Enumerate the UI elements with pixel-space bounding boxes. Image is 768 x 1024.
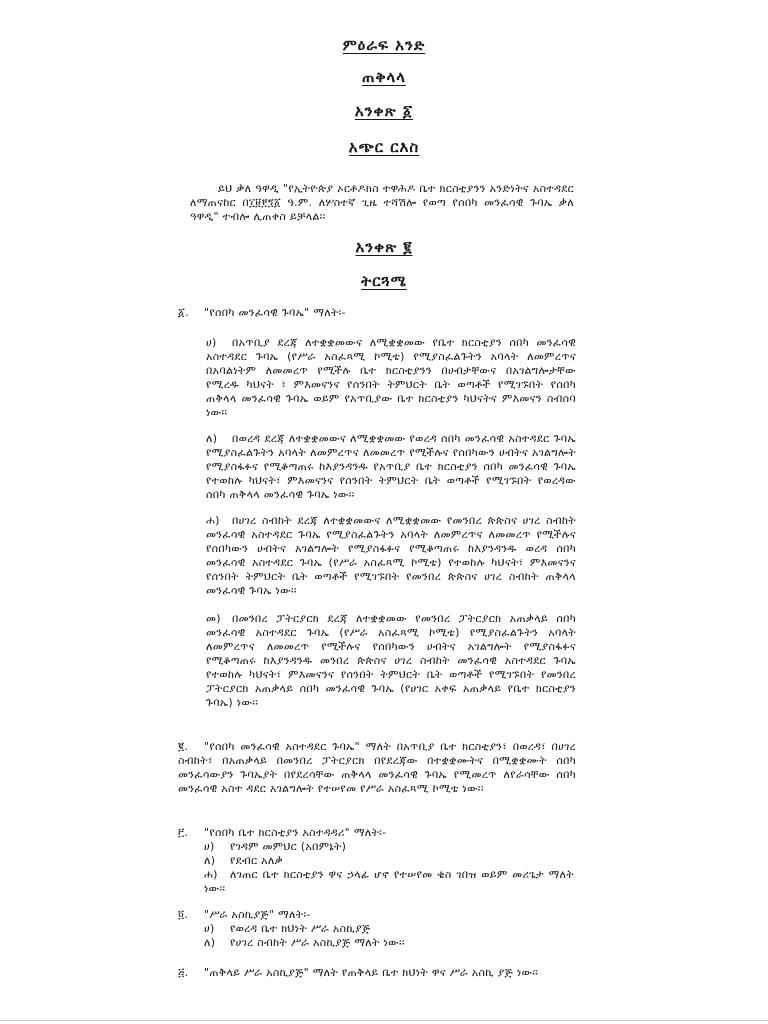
item-title: "የሰበካ መንፈሳዊ ጉባኤ" ማለት፡- <box>204 306 346 319</box>
short-title-heading: አጭር ርእስ <box>348 138 420 156</box>
definition-item-3 <box>178 826 578 840</box>
sub-text: በአጥቢያ ደረጃ ለተቋቋመውና ለሚቋቋመው የቤተ ክርስቲያን ሰበካ መንፈሳዊ አስተዳደር ጉባኤ (የሥራ አስፈጻሚ ኮሚቴ) የሚያስፈልጉትን አባላት ለመምረጥና በአባልነትም ለመመረጥ የሚችሉ ቤተ ክርስቲያንን በሀብታቸውና በአገልግሎታቸው የሚረዱ ካህናት ፣ ምእመናንና የሰንበት ትምህርት ቤት ወጣቶች የሚገኙበት የሰበካ ጠቅላላ መንፈሳዊ ጉባኤ ወይም የአጥቢያው ቤተ ክርስቲያን ካህናትና ምእመናን ስብሰባ ነው፡፡ <box>206 336 576 419</box>
sub-letter: ለ) <box>204 854 216 867</box>
sub-text: የደብር አለቃ <box>230 854 284 867</box>
item-number: ፩. <box>178 306 189 319</box>
definition-item-1 <box>178 306 578 320</box>
sub-item-3a <box>204 840 574 854</box>
sub-letter: ሀ) <box>204 840 215 853</box>
sub-text: በወረዳ ደረጃ ለተቋቋመውና ለሚቋቋመው የወረዳ ሰበካ መንፈሳዊ አስተዳደር ጉባኤ የሚያስፈልጉትን አባላት ለመምረጥና ለመመረጥ የሚችሉና የሰበካውን ሀብትና አገልግሎት የሚያስፋፉና የሚቆጣጠሩ ከእያንዳንዱ የአጥቢያ ቤተ ክርስቲያን ሰበካ መንፈሳዊ ጉባኤ የተወከሉ ካህናት፣ ምእመናንና የሰንበት ትምህርት ቤት ወጣቶች የሚገኙበት የወረዳው ሰበካ ጠቅላላ መንፈሳዊ ጉባኤ ነው፡፡ <box>206 432 576 501</box>
sub-text: የወረዳ ቤተ ክህነት ሥራ አስኪያጅ <box>230 922 371 935</box>
sub-item-4a <box>204 922 574 936</box>
item-title: "ጠቅላይ ሥራ አስኪያጅ" ማለት የጠቅላይ ቤተ ክህነት ዋና ሥራ አስኪ ያጅ ነው፡፡ <box>204 966 539 979</box>
definitions-heading: ትርጓሜ <box>361 272 407 290</box>
definition-item-2 <box>178 740 576 796</box>
definition-item-5 <box>178 966 576 980</box>
sub-item-3c <box>204 868 574 896</box>
part-heading: ምዕራፍ አንድ <box>342 36 426 54</box>
sub-item-1c <box>206 514 576 598</box>
sub-letter: ለ) <box>206 432 218 445</box>
sub-item-4b <box>204 936 574 950</box>
general-heading: ጠቅላላ <box>362 68 406 86</box>
sub-letter: ሀ) <box>204 922 215 935</box>
sub-item-3b <box>204 854 574 868</box>
scan-edge-line <box>0 1020 768 1021</box>
sub-text: ለገጠር ቤተ ክርስቲያን ዋና ኃላፊ ሆኖ የተሠየመ ቄስ ገበዝ ወይም መሪጌታ ማለት ነው፡፡ <box>204 868 574 895</box>
item-title: "የሰበካ ቤተ ክርስቲያን አስተዳዳሪ" ማለት፡- <box>204 826 387 839</box>
sub-letter: ሐ) <box>204 868 218 881</box>
sub-letter: ለ) <box>204 936 216 949</box>
item-number: ፭. <box>178 966 189 979</box>
sub-letter: ሀ) <box>206 336 217 349</box>
item-number: ፫. <box>178 826 189 839</box>
sub-text: በመንበረ ፓትርያርክ ደረጃ ለተቋቋመው የመንበረ ፓትርያርክ አጠቃላይ ሰበካ መንፈሳዊ አስተዳደር ጉባኤ (የሥራ አስፈጻሚ ኮሚቴ) የሚያስፈልጉትን አባላት ለመምረጥና ለመመረጥ የሚችሉና የሰበካውን ሀብትና አገልግሎት የሚያስፋፉና የሚቆጣጠሩ ከእያንዳንዱ መንበረ ጵጵስና ሀገረ ስብከት መንፈሳዊ አስተዳደር ጉባኤ የተወከሉ ካህናት፣ ምእመናንና የሰንበት ትምህርት ቤት ወጣቶች የሚገኙበት የመንበረ ፓትርያርክ አጠቃላይ ሰበካ መንፈሳዊ ጉባኤ (የሀገር አቀፍ አጠቃላይ የቤተ ክርስቲያን ጉባኤ) ነው፡፡ <box>206 612 576 709</box>
sub-item-1b <box>206 432 576 502</box>
sub-text: የገዳም መምህር (አበምኔት) <box>230 840 347 853</box>
article1-heading: አንቀጽ ፩ <box>354 102 414 120</box>
sub-letter: ሐ) <box>206 514 220 527</box>
article2-heading: አንቀጽ ፪ <box>355 238 413 256</box>
sub-letter: መ) <box>206 612 221 625</box>
item-number: ፪. <box>178 740 189 753</box>
intro-paragraph: ይህ ቃለ ዓዋዲ "የኢትዮጵያ ኦርቶዶክስ ተዋሕዶ ቤተ ክርስቲያንን አንድነትና አስተዳደር ለማጠናከር በ፲፱፻፺፩ ዓ.ም. ለሦስተኛ ጊዜ ተሻሽሎ የወጣ የሰበካ መንፈሳዊ ጉባኤ ቃለ ዓዋዲ" ተብሎ ሊጠቀስ ይቻላል፡፡ <box>190 182 574 223</box>
sub-item-1d <box>206 612 576 710</box>
definition-item-4 <box>178 908 578 922</box>
sub-item-1a <box>206 336 576 420</box>
sub-text: የሀገረ ስብከት ሥራ አስኪያጅ ማለት ነው፡፡ <box>230 936 405 949</box>
item-title: "የሰበካ መንፈሳዊ አስተዳደር ጉባኤ" ማለት በአጥቢያ ቤተ ክርስቲያን፣ በወረዳ፣ በሀገረ ስብከት፣ በአጠቃላይ በመንበረ ፓትርያርክ በየደረጃው በተቋቋሙትና በሚቋቋሙት ሰበካ መንፈሳውያን ጉባኤያት በየደረሳቸው ጠቅላላ መንፈሳዊ ጉባኤ የሚመረጥ ለየራሳቸው ሰበካ መንፈሳዊ አስተ ዳደር አገልግሎት የተሠየመ የሥራ አስፈጻሚ ኮሚቴ ነው፡፡ <box>178 740 576 795</box>
item-number: ፬. <box>178 908 189 921</box>
item-title: "ሥራ አስኪያጅ" ማለት፡- <box>204 908 311 921</box>
sub-text: በሀገረ ስብከት ደረጃ ለተቋቋመውና ለሚቋቋመው የመንበረ ጵጵስና ሀገረ ስብከት መንፈሳዊ አስተዳደር ጉባኤ የሚያስፈልጉትን አባላት ለመምረጥና ለመመረጥ የሚችሉና የሰበካውን ሀብትና አገልግሎት የሚያስፋፉና የሚቆጣጠሩ ከእያንዳንዱ ወረዳ ሰበካ መንፈሳዊ አስተዳደር ጉባኤ (የሥራ አስፈጻሚ ኮሚቴ) የተወከሉ ካህናት፣ ምእመናንና የሰንበት ትምህርት ቤት ወጣቶች የሚገኙበት የመንበረ ጵጵስና ሀገረ ስብከት ጠቅላላ መንፈሳዊ ጉባኤ ነው፡፡ <box>206 514 576 597</box>
